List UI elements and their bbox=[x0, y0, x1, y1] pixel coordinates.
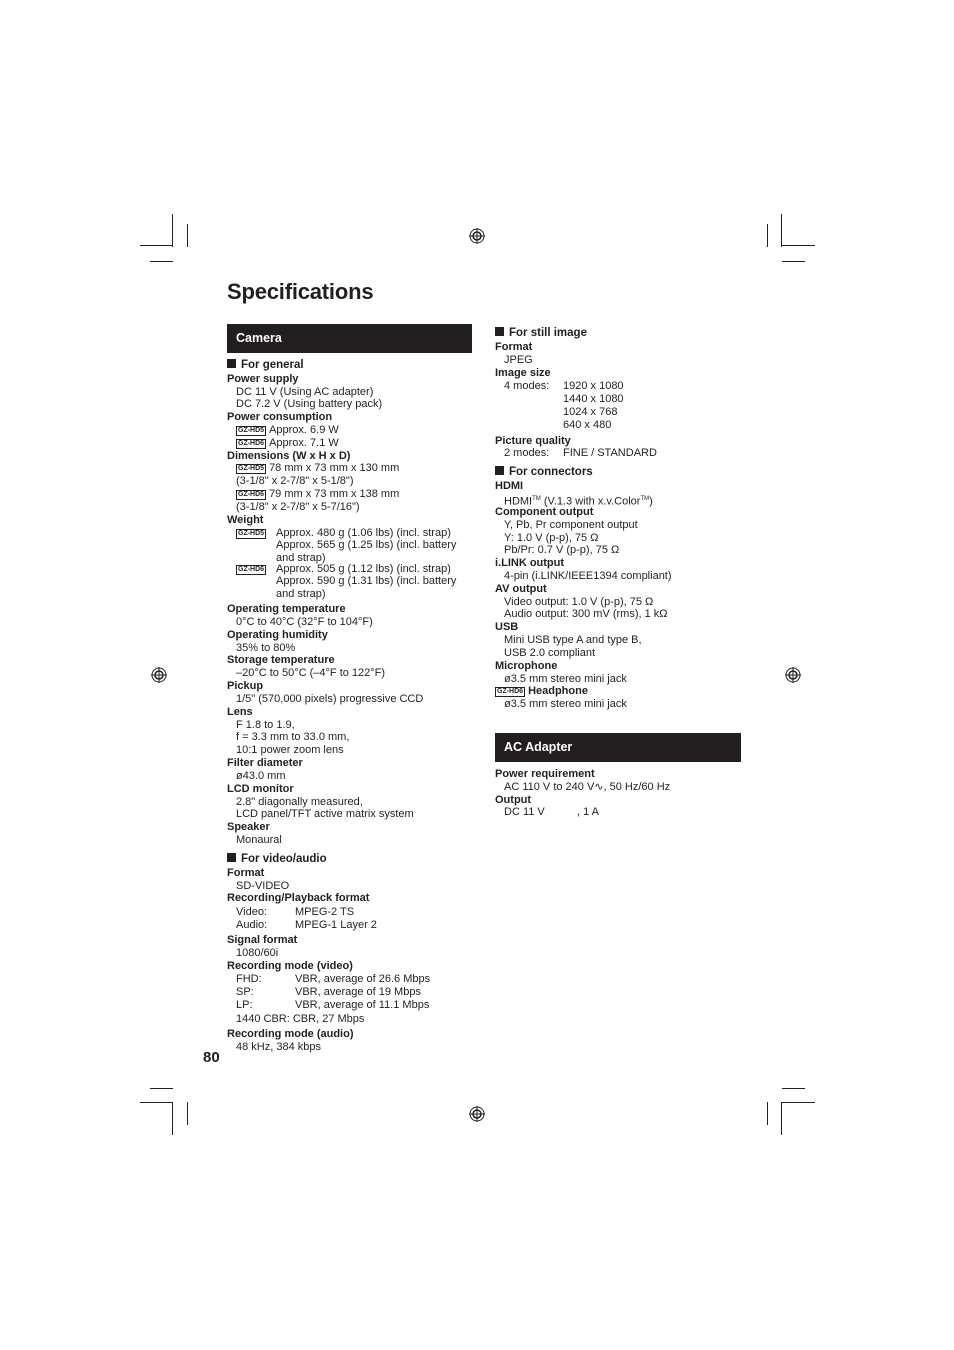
spec-value: (3-1/8" x 2-7/8" x 5-1/8") bbox=[236, 475, 354, 487]
spec-value bbox=[236, 437, 339, 450]
spec-label: Recording mode (video) bbox=[227, 960, 353, 972]
registration-mark-icon bbox=[469, 1106, 485, 1122]
spec-value: f = 3.3 mm to 33.0 mm, bbox=[236, 731, 350, 743]
spec-label: i.LINK output bbox=[495, 557, 565, 569]
section-bar-camera: Camera bbox=[227, 324, 472, 353]
spec-value: Video output: 1.0 V (p-p), 75 Ω bbox=[504, 596, 654, 608]
spec-value: Mini USB type A and type B, bbox=[504, 634, 642, 646]
spec-label: Power requirement bbox=[495, 768, 595, 780]
spec-value: MPEG-2 TS bbox=[295, 906, 355, 918]
spec-value: VBR, average of 19 Mbps bbox=[295, 986, 421, 998]
spec-value: , 1 A bbox=[577, 806, 600, 818]
subsection-label: For connectors bbox=[509, 466, 593, 478]
spec-key: FHD: bbox=[236, 973, 262, 985]
spec-value: Approx. 505 g (1.12 lbs) (incl. strap) bbox=[276, 563, 451, 575]
spec-label: Output bbox=[495, 794, 532, 806]
spec-label: Power consumption bbox=[227, 411, 333, 423]
spec-label: Lens bbox=[227, 706, 253, 718]
spec-label: LCD monitor bbox=[227, 783, 294, 795]
spec-value-text: Approx. 6.9 W bbox=[269, 424, 339, 436]
spec-label: Speaker bbox=[227, 821, 270, 833]
spec-value: 640 x 480 bbox=[563, 419, 612, 431]
spec-value: DC 7.2 V (Using battery pack) bbox=[236, 398, 383, 410]
spec-value-text: 78 mm x 73 mm x 130 mm bbox=[269, 462, 400, 474]
spec-value: 1080/60i bbox=[236, 947, 279, 959]
spec-label bbox=[495, 685, 588, 698]
spec-value: 2.8" diagonally measured, bbox=[236, 796, 363, 808]
spec-value: 1/5" (570,000 pixels) progressive CCD bbox=[236, 693, 424, 705]
spec-value: ø43.0 mm bbox=[236, 770, 286, 782]
spec-label: USB bbox=[495, 621, 519, 633]
model-badge: GZ-HD6 bbox=[238, 491, 265, 498]
subsection-heading-video-audio bbox=[227, 853, 327, 866]
spec-key: SP: bbox=[236, 986, 254, 998]
spec-label: Dimensions (W x H x D) bbox=[227, 450, 351, 462]
spec-value: 35% to 80% bbox=[236, 642, 296, 654]
spec-label: Image size bbox=[495, 367, 551, 379]
spec-value: Y: 1.0 V (p-p), 75 Ω bbox=[504, 532, 599, 544]
spec-value: 48 kHz, 384 kbps bbox=[236, 1041, 321, 1053]
spec-value: 0°C to 40°C (32°F to 104°F) bbox=[236, 616, 373, 628]
spec-value: VBR, average of 26.6 Mbps bbox=[295, 973, 431, 985]
spec-label: Pickup bbox=[227, 680, 264, 692]
registration-mark-icon bbox=[151, 667, 167, 683]
spec-label: Format bbox=[495, 341, 533, 353]
spec-key: Audio: bbox=[236, 919, 268, 931]
spec-value bbox=[236, 424, 339, 437]
spec-value: 1024 x 768 bbox=[563, 406, 618, 418]
trademark-mark: TM bbox=[640, 496, 650, 502]
spec-value: Approx. 590 g (1.31 lbs) (incl. battery bbox=[276, 575, 457, 587]
square-bullet-icon bbox=[227, 853, 236, 862]
registration-mark-icon bbox=[785, 667, 801, 683]
spec-value: Pb/Pr: 0.7 V (p-p), 75 Ω bbox=[504, 544, 620, 556]
spec-label: Operating humidity bbox=[227, 629, 328, 641]
spec-label: Microphone bbox=[495, 660, 558, 672]
spec-key: LP: bbox=[236, 999, 253, 1011]
trademark-mark: TM bbox=[532, 496, 541, 502]
square-bullet-icon bbox=[495, 327, 504, 336]
spec-key: Video: bbox=[236, 906, 267, 918]
section-bar-ac-adapter: AC Adapter bbox=[495, 733, 741, 762]
spec-value: Approx. 565 g (1.25 lbs) (incl. battery bbox=[276, 539, 457, 551]
spec-value: JPEG bbox=[504, 354, 533, 366]
spec-value bbox=[236, 462, 399, 475]
spec-label: Weight bbox=[227, 514, 264, 526]
spec-value: 10:1 power zoom lens bbox=[236, 744, 344, 756]
spec-value: Monaural bbox=[236, 834, 282, 846]
spec-value: AC 110 V to 240 V∿, 50 Hz/60 Hz bbox=[504, 781, 671, 793]
subsection-heading-still bbox=[495, 327, 587, 340]
hdmi-text: (V.1.3 with x.v.Color bbox=[540, 495, 641, 508]
spec-value-text: Approx. 7.1 W bbox=[269, 437, 339, 449]
spec-value: 1440 CBR: CBR, 27 Mbps bbox=[236, 1013, 365, 1025]
spec-key: 4 modes: bbox=[504, 380, 550, 392]
spec-value: 1920 x 1080 bbox=[563, 380, 624, 392]
hdmi-text: ) bbox=[649, 495, 653, 508]
spec-value-text: 79 mm x 73 mm x 138 mm bbox=[269, 488, 400, 500]
spec-value: DC 11 V bbox=[504, 806, 545, 818]
spec-value bbox=[236, 563, 269, 576]
spec-value: –20°C to 50°C (–4°F to 122°F) bbox=[236, 667, 386, 679]
subsection-heading-connectors bbox=[495, 466, 593, 479]
spec-label: Power supply bbox=[227, 373, 299, 385]
spec-value: USB 2.0 compliant bbox=[504, 647, 596, 659]
spec-value: SD-VIDEO bbox=[236, 880, 290, 892]
page-number: 80 bbox=[203, 1049, 220, 1066]
subsection-label: For still image bbox=[509, 327, 587, 339]
spec-label: Component output bbox=[495, 506, 594, 518]
spec-label: Storage temperature bbox=[227, 654, 335, 666]
spec-value: (3-1/8" x 2-7/8" x 5-7/16") bbox=[236, 501, 360, 513]
subsection-heading-general bbox=[227, 359, 304, 372]
subsection-label: For general bbox=[241, 359, 304, 371]
model-badge: GZ-HD6 bbox=[238, 440, 265, 447]
spec-value: Approx. 480 g (1.06 lbs) (incl. strap) bbox=[276, 527, 451, 539]
hdmi-text: HDMI bbox=[504, 495, 533, 508]
spec-value: ø3.5 mm stereo mini jack bbox=[504, 673, 627, 685]
spec-label: AV output bbox=[495, 583, 547, 595]
spec-value: 1440 x 1080 bbox=[563, 393, 624, 405]
spec-value: LCD panel/TFT active matrix system bbox=[236, 808, 414, 820]
model-badge: GZ-HD5 bbox=[238, 465, 265, 472]
spec-value: and strap) bbox=[276, 552, 326, 564]
spec-value: ø3.5 mm stereo mini jack bbox=[504, 698, 627, 710]
spec-label: Signal format bbox=[227, 934, 298, 946]
spec-value: DC 11 V (Using AC adapter) bbox=[236, 386, 374, 398]
spec-label: HDMI bbox=[495, 480, 524, 492]
spec-label: Picture quality bbox=[495, 435, 571, 447]
spec-value: 4-pin (i.LINK/IEEE1394 compliant) bbox=[504, 570, 672, 582]
model-badge: GZ-HD5 bbox=[238, 427, 265, 434]
spec-value bbox=[236, 527, 269, 540]
spec-value: and strap) bbox=[276, 588, 326, 600]
spec-value: Audio output: 300 mV (rms), 1 kΩ bbox=[504, 608, 668, 620]
model-badge: GZ-HD6 bbox=[238, 566, 265, 573]
subsection-label: For video/audio bbox=[241, 853, 327, 865]
spec-label: Operating temperature bbox=[227, 603, 346, 615]
spec-label: Filter diameter bbox=[227, 757, 303, 769]
spec-label: Recording mode (audio) bbox=[227, 1028, 354, 1040]
square-bullet-icon bbox=[227, 359, 236, 368]
spec-value: F 1.8 to 1.9, bbox=[236, 719, 295, 731]
spec-value bbox=[236, 488, 399, 501]
spec-value: MPEG-1 Layer 2 bbox=[295, 919, 377, 931]
spec-value: FINE / STANDARD bbox=[563, 447, 657, 459]
spec-key: 2 modes: bbox=[504, 447, 550, 459]
square-bullet-icon bbox=[495, 466, 504, 475]
spec-label-text: Headphone bbox=[528, 685, 588, 697]
model-badge: GZ-HD5 bbox=[238, 530, 265, 537]
model-badge: GZ-HD6 bbox=[497, 688, 524, 695]
spec-value: VBR, average of 11.1 Mbps bbox=[295, 999, 430, 1011]
spec-label: Format bbox=[227, 867, 265, 879]
spec-value: Y, Pb, Pr component output bbox=[504, 519, 638, 531]
page-title: Specifications bbox=[227, 279, 374, 304]
registration-mark-icon bbox=[469, 228, 485, 244]
spec-label: Recording/Playback format bbox=[227, 892, 370, 904]
